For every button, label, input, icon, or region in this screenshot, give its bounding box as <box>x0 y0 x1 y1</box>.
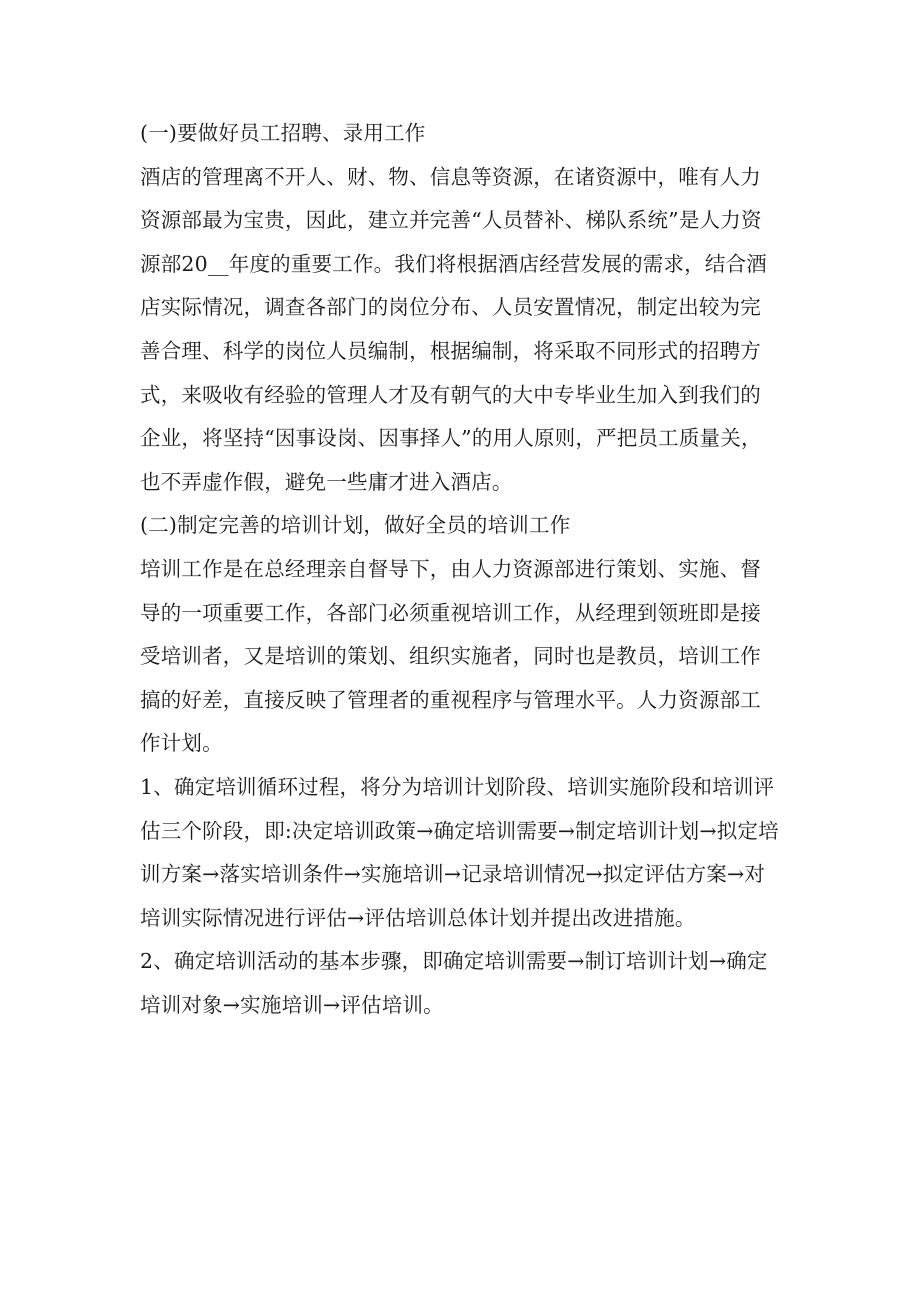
section-2-heading: (二)制定完善的培训计划，做好全员的培训工作 <box>140 513 571 538</box>
section-1-heading: (一)要做好员工招聘、录用工作 <box>140 121 426 145</box>
document-body <box>140 112 780 1027</box>
section-1-paragraph: 酒店的管理离不开人、财、物、信息等资源，在诸资源中，唯有人力资源部最为宝贵，因此，建立并完善“人员替补、梯队系统”是人力资源部20__年度的重要工作。我们将根据酒店经营发展的需求，结合酒店实际情况，调查各部门的岗位分布、人员安置情况，制定出较为完善合理、科学的岗位人员编制，根据编制，将采取不同形式的招聘方式，来吸收有经验的管理人才及有朝气的大中专毕业生加入到我们的企业，将坚持“因事设岗、因事择人”的用人原则，严把员工质量关，也不弄虚作假，避免一些庸才进入酒店。 <box>140 164 767 494</box>
section-2-paragraph: 培训工作是在总经理亲自督导下，由人力资源部进行策划、实施、督导的一项重要工作，各部门必须重视培训工作，从经理到领班即是接受培训者，又是培训的策划、组织实施者，同时也是教员，培训工作搞的好差，直接反映了管理者的重视程序与管理水平。人力资源部工作计划。 <box>140 556 761 756</box>
list-item: 1、确定培训循环过程，将分为培训计划阶段、培训实施阶段和培训评估三个阶段，即:决定培训政策→确定培训需要→制定培训计划→拟定培训方案→落实培训条件→实施培训→记录培训情况→拟定评估方案→对培训实际情况进行评估→评估培训总体计划并提出改进措施。 <box>140 774 779 930</box>
list-item: 2、确定培训活动的基本步骤，即确定培训需要→制订培训计划→确定培训对象→实施培训→评估培训。 <box>140 949 768 1017</box>
